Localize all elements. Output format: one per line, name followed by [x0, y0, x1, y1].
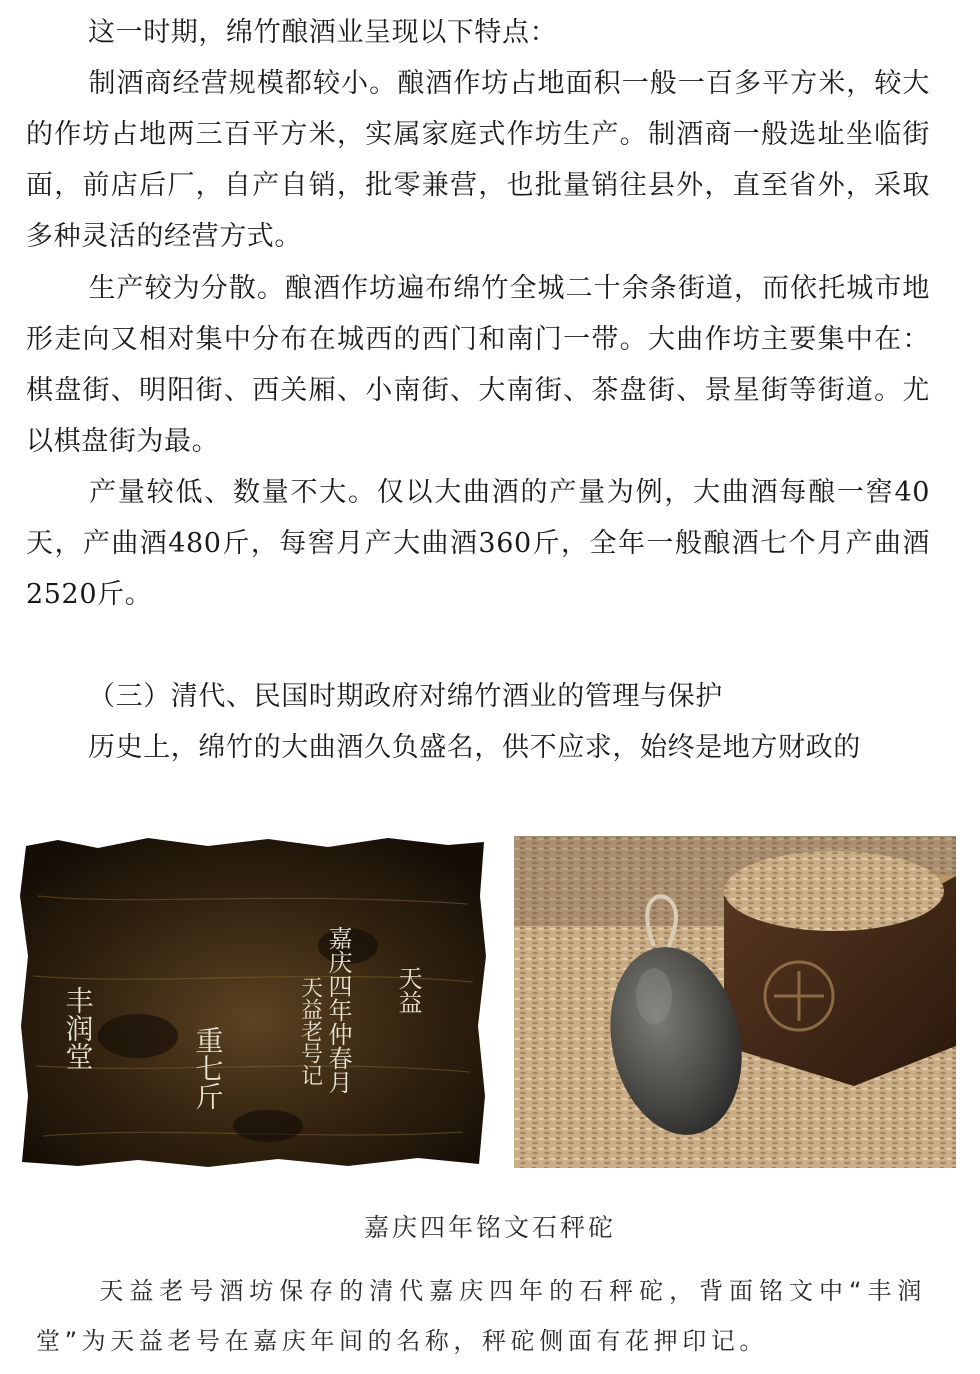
figure-note	[36, 1266, 926, 1366]
paragraph-history	[26, 722, 930, 773]
paragraph-distribution-text: 生产较为分散。酿酒作坊遍布绵竹全城二十余条街道，而依托城市地形走向又相对集中分布在城西的西门和南门一带。大曲作坊主要集中在：棋盘街、明阳街、西关厢、小南街、大南街、茶盘街、景星街等街道。尤以棋盘街为最。	[26, 273, 930, 457]
paragraph-distribution	[26, 263, 930, 467]
paragraph-output-text: 产量较低、数量不大。仅以大曲酒的产量为例，大曲酒每酿一窖40天，产曲酒480斤，每窖月产大曲酒360斤，全年一般酿酒七个月产曲酒2520斤。	[26, 477, 930, 610]
figure-note-text: 天益老号酒坊保存的清代嘉庆四年的石秤砣，背面铭文中“丰润堂”为天益老号在嘉庆年间的名称，秤砣侧面有花押印记。	[36, 1277, 926, 1355]
paragraph-intro	[26, 7, 930, 58]
inscription-plaque-svg	[18, 836, 488, 1170]
plaque-inscription-1: 丰润堂	[61, 986, 95, 1070]
section-heading-text: （三）清代、民国时期政府对绵竹酒业的管理与保护	[88, 681, 723, 712]
paragraph-output	[26, 467, 930, 620]
plaque-inscription-5: 天益	[394, 966, 422, 1014]
inscription-plaque-image	[18, 836, 488, 1170]
paragraph-history-text: 历史上，绵竹的大曲酒久负盛名，供不应求，始终是地方财政的	[88, 732, 861, 763]
plaque-inscription-3: 嘉庆四年仲春月	[324, 926, 352, 1094]
paragraph-scale	[26, 58, 930, 262]
stone-weight-svg	[514, 836, 956, 1168]
paragraph-intro-text: 这一时期，绵竹酿酒业呈现以下特点：	[88, 17, 558, 48]
paragraph-scale-text: 制酒商经营规模都较小。酿酒作坊占地面积一般一百多平方米，较大的作坊占地两三百平方米，实属家庭式作坊生产。制酒商一般选址坐临街面，前店后厂，自产自销，批零兼营，也批量销往县外，直至省外，采取多种灵活的经营方式。	[26, 68, 930, 252]
section-heading	[26, 671, 930, 722]
figure-caption: 嘉庆四年铭文石秤砣	[363, 1213, 616, 1242]
plaque-inscription-4: 天益老号记	[297, 976, 323, 1086]
stone-weight-image	[514, 836, 956, 1168]
plaque-inscription-2: 重七斤	[191, 1026, 225, 1110]
